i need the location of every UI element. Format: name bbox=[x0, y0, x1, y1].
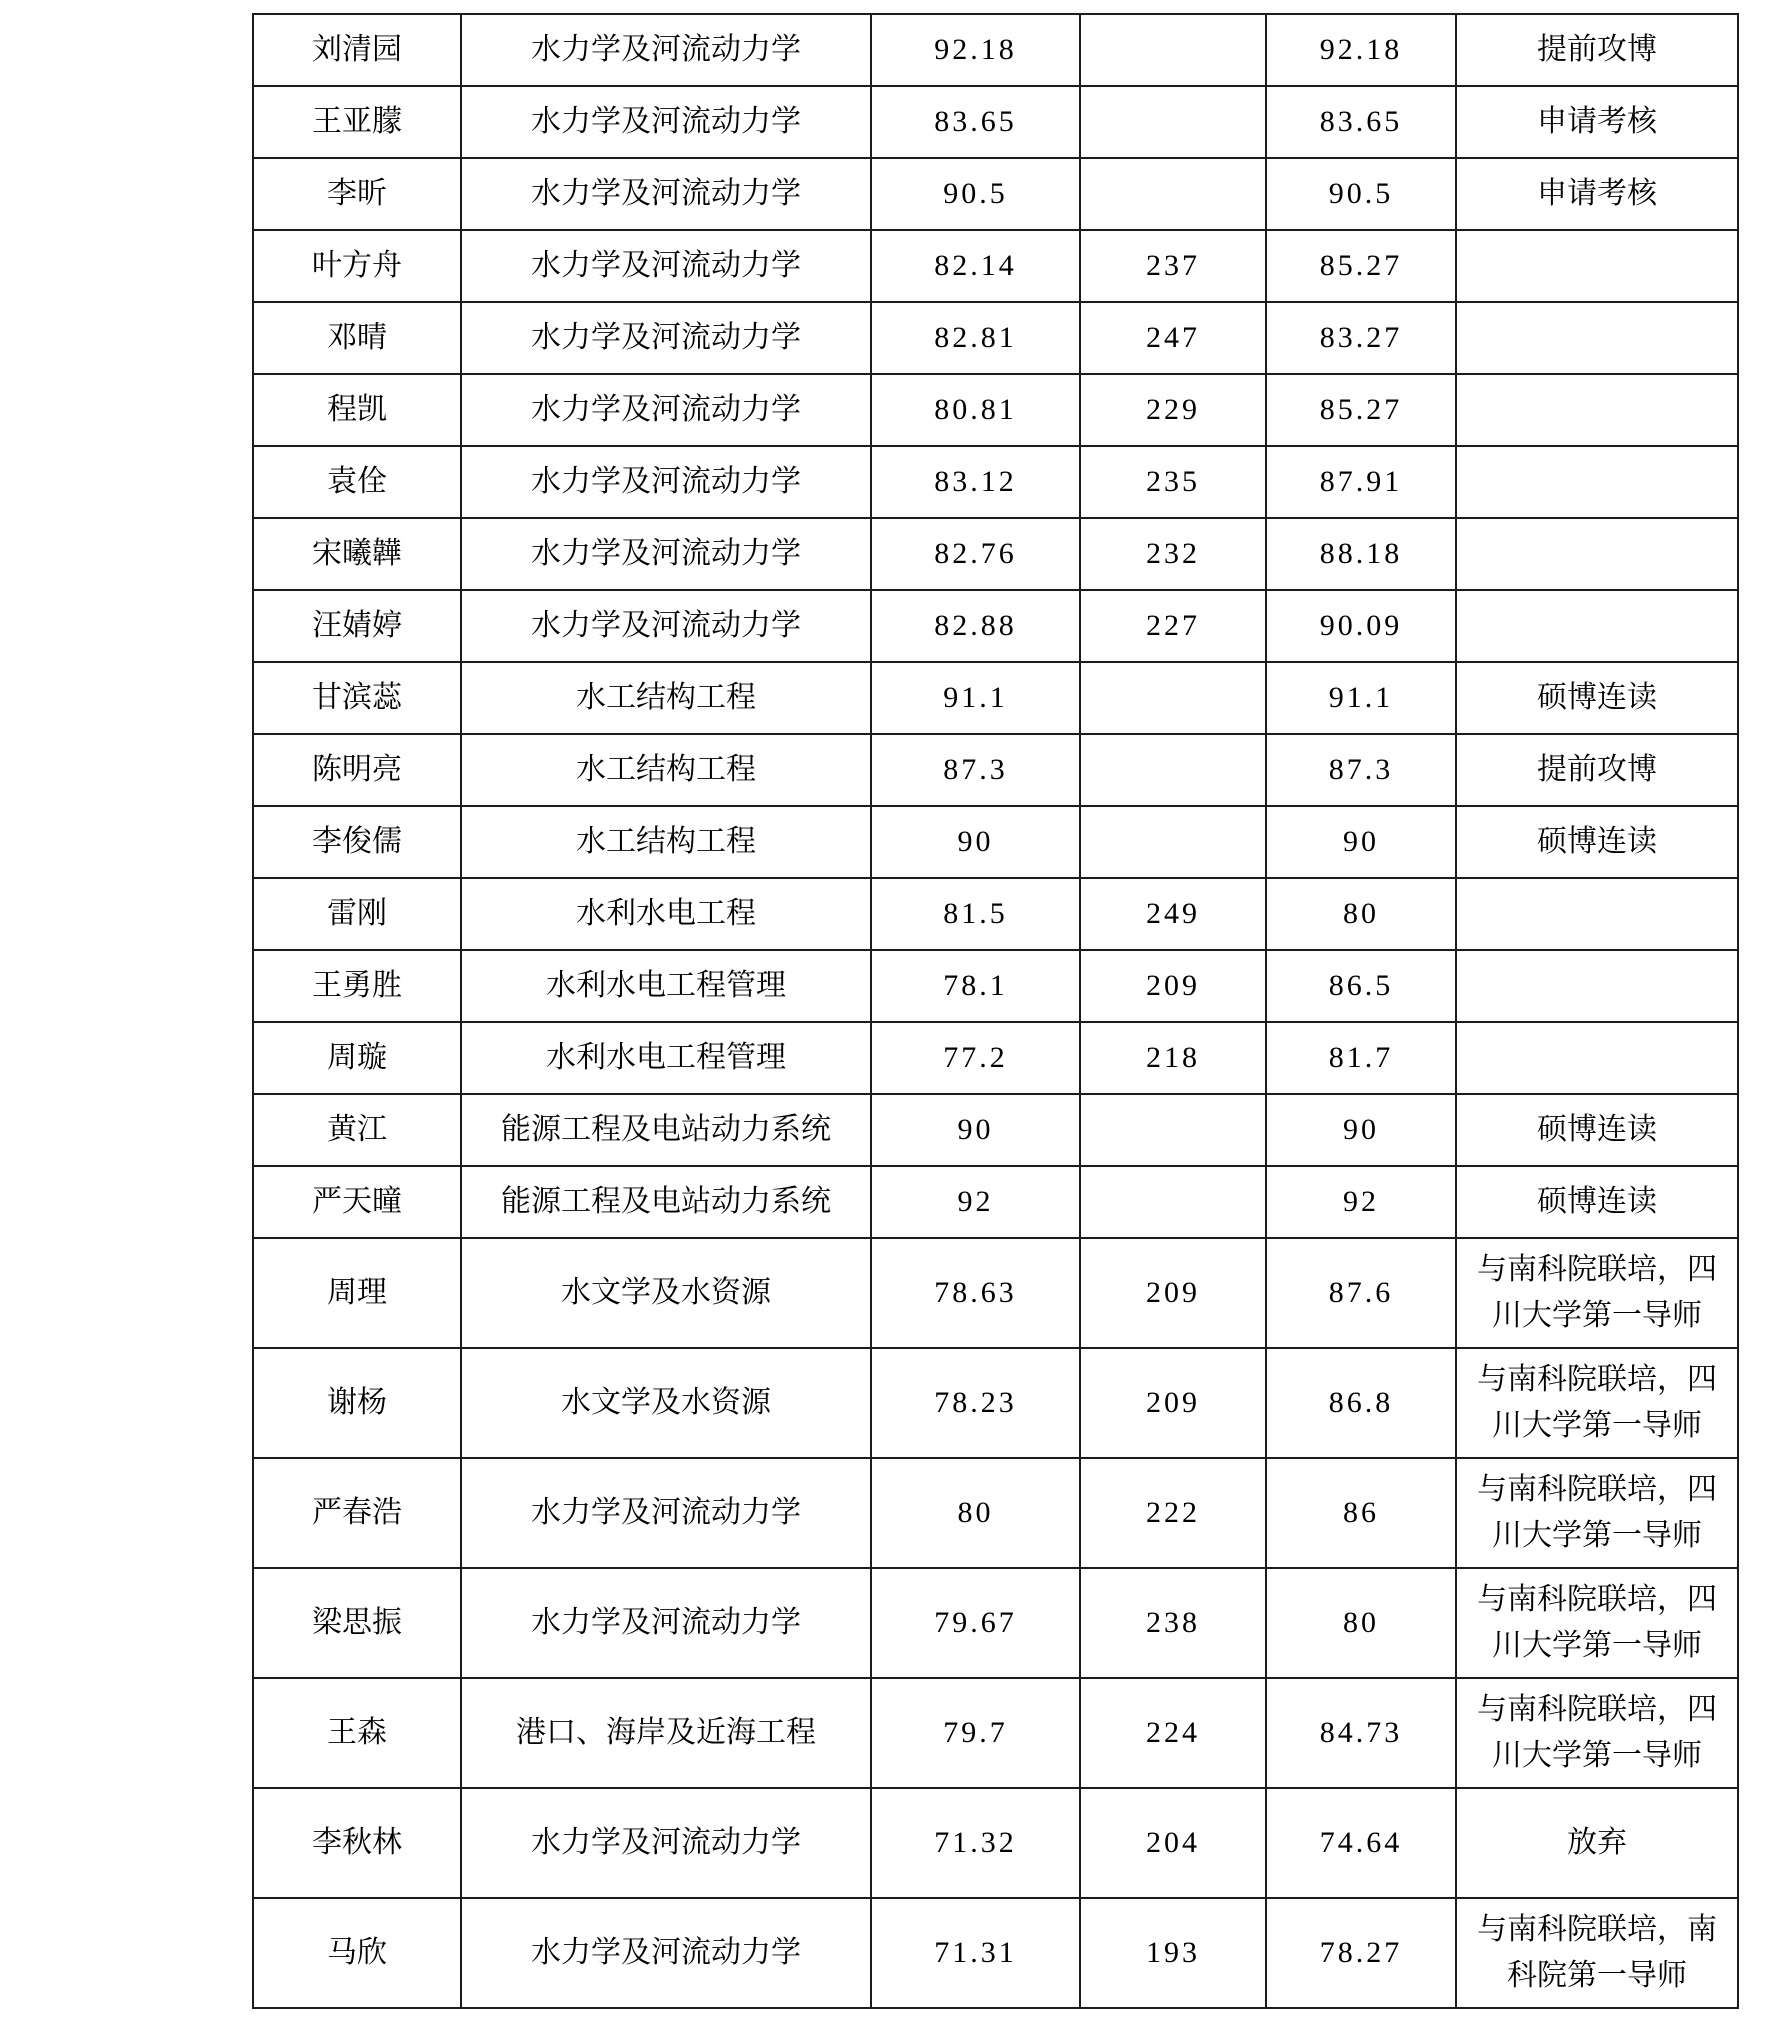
cell-score-2: 224 bbox=[1080, 1678, 1266, 1788]
table-row bbox=[253, 1458, 1738, 1568]
cell-remark bbox=[1456, 374, 1738, 446]
cell-remark: 与南科院联培，四川大学第一导师 bbox=[1456, 1678, 1738, 1788]
cell-name: 汪婧婷 bbox=[253, 590, 461, 662]
cell-name: 王亚朦 bbox=[253, 86, 461, 158]
cell-score-3: 80 bbox=[1266, 1568, 1456, 1678]
cell-score-2 bbox=[1080, 734, 1266, 806]
cell-major: 水工结构工程 bbox=[461, 806, 871, 878]
cell-remark: 与南科院联培，南科院第一导师 bbox=[1456, 1898, 1738, 2008]
table-row bbox=[253, 158, 1738, 230]
cell-name: 甘滨蕊 bbox=[253, 662, 461, 734]
table-row bbox=[253, 1094, 1738, 1166]
cell-score-1: 82.76 bbox=[871, 518, 1080, 590]
cell-score-3: 88.18 bbox=[1266, 518, 1456, 590]
cell-score-2 bbox=[1080, 14, 1266, 86]
cell-name: 周理 bbox=[253, 1238, 461, 1348]
cell-remark bbox=[1456, 302, 1738, 374]
cell-score-2: 204 bbox=[1080, 1788, 1266, 1898]
cell-remark bbox=[1456, 878, 1738, 950]
cell-score-2: 209 bbox=[1080, 1348, 1266, 1458]
cell-score-2: 218 bbox=[1080, 1022, 1266, 1094]
cell-score-3: 86.8 bbox=[1266, 1348, 1456, 1458]
cell-remark: 与南科院联培，四川大学第一导师 bbox=[1456, 1568, 1738, 1678]
cell-score-1: 78.63 bbox=[871, 1238, 1080, 1348]
table-row bbox=[253, 734, 1738, 806]
cell-score-3: 84.73 bbox=[1266, 1678, 1456, 1788]
cell-score-3: 90.5 bbox=[1266, 158, 1456, 230]
cell-remark: 与南科院联培，四川大学第一导师 bbox=[1456, 1348, 1738, 1458]
cell-score-3: 90.09 bbox=[1266, 590, 1456, 662]
cell-remark: 申请考核 bbox=[1456, 158, 1738, 230]
cell-major: 水利水电工程管理 bbox=[461, 1022, 871, 1094]
cell-major: 水力学及河流动力学 bbox=[461, 230, 871, 302]
table-body bbox=[253, 14, 1738, 2008]
cell-score-2: 232 bbox=[1080, 518, 1266, 590]
cell-major: 水力学及河流动力学 bbox=[461, 1458, 871, 1568]
cell-score-2 bbox=[1080, 1094, 1266, 1166]
cell-major: 水力学及河流动力学 bbox=[461, 14, 871, 86]
table-row bbox=[253, 1788, 1738, 1898]
cell-name: 黄江 bbox=[253, 1094, 461, 1166]
table-row bbox=[253, 446, 1738, 518]
cell-major: 水力学及河流动力学 bbox=[461, 158, 871, 230]
table-row bbox=[253, 518, 1738, 590]
cell-major: 水利水电工程管理 bbox=[461, 950, 871, 1022]
cell-name: 袁佺 bbox=[253, 446, 461, 518]
cell-score-2: 222 bbox=[1080, 1458, 1266, 1568]
cell-score-3: 83.65 bbox=[1266, 86, 1456, 158]
cell-name: 梁思振 bbox=[253, 1568, 461, 1678]
cell-score-1: 91.1 bbox=[871, 662, 1080, 734]
cell-score-3: 90 bbox=[1266, 1094, 1456, 1166]
table-row bbox=[253, 86, 1738, 158]
cell-score-2 bbox=[1080, 662, 1266, 734]
cell-major: 水力学及河流动力学 bbox=[461, 446, 871, 518]
cell-major: 水力学及河流动力学 bbox=[461, 518, 871, 590]
cell-score-2: 235 bbox=[1080, 446, 1266, 518]
cell-score-1: 79.7 bbox=[871, 1678, 1080, 1788]
cell-name: 王勇胜 bbox=[253, 950, 461, 1022]
cell-major: 水文学及水资源 bbox=[461, 1238, 871, 1348]
table-row bbox=[253, 950, 1738, 1022]
cell-remark: 与南科院联培，四川大学第一导师 bbox=[1456, 1458, 1738, 1568]
cell-name: 李俊儒 bbox=[253, 806, 461, 878]
cell-major: 水力学及河流动力学 bbox=[461, 302, 871, 374]
cell-score-1: 79.67 bbox=[871, 1568, 1080, 1678]
cell-score-1: 82.81 bbox=[871, 302, 1080, 374]
cell-remark: 硕博连读 bbox=[1456, 806, 1738, 878]
cell-score-1: 71.31 bbox=[871, 1898, 1080, 2008]
cell-name: 李秋林 bbox=[253, 1788, 461, 1898]
cell-score-3: 74.64 bbox=[1266, 1788, 1456, 1898]
cell-score-3: 81.7 bbox=[1266, 1022, 1456, 1094]
table-row bbox=[253, 1898, 1738, 2008]
cell-remark: 申请考核 bbox=[1456, 86, 1738, 158]
cell-score-1: 80.81 bbox=[871, 374, 1080, 446]
cell-major: 能源工程及电站动力系统 bbox=[461, 1166, 871, 1238]
cell-major: 水工结构工程 bbox=[461, 734, 871, 806]
table-row bbox=[253, 374, 1738, 446]
cell-remark: 硕博连读 bbox=[1456, 1166, 1738, 1238]
cell-name: 谢杨 bbox=[253, 1348, 461, 1458]
table-row bbox=[253, 1238, 1738, 1348]
cell-score-2: 209 bbox=[1080, 1238, 1266, 1348]
cell-score-3: 85.27 bbox=[1266, 230, 1456, 302]
cell-score-2 bbox=[1080, 806, 1266, 878]
cell-major: 港口、海岸及近海工程 bbox=[461, 1678, 871, 1788]
cell-score-1: 82.14 bbox=[871, 230, 1080, 302]
table-row bbox=[253, 590, 1738, 662]
cell-remark: 提前攻博 bbox=[1456, 14, 1738, 86]
table-row bbox=[253, 662, 1738, 734]
cell-remark: 提前攻博 bbox=[1456, 734, 1738, 806]
cell-score-1: 90 bbox=[871, 806, 1080, 878]
cell-name: 陈明亮 bbox=[253, 734, 461, 806]
cell-name: 刘清园 bbox=[253, 14, 461, 86]
cell-name: 邓晴 bbox=[253, 302, 461, 374]
cell-score-2 bbox=[1080, 86, 1266, 158]
cell-score-2: 237 bbox=[1080, 230, 1266, 302]
cell-major: 水利水电工程 bbox=[461, 878, 871, 950]
cell-score-1: 81.5 bbox=[871, 878, 1080, 950]
table-row bbox=[253, 1022, 1738, 1094]
table-row bbox=[253, 1166, 1738, 1238]
table-row bbox=[253, 1348, 1738, 1458]
cell-major: 水力学及河流动力学 bbox=[461, 590, 871, 662]
cell-score-1: 90.5 bbox=[871, 158, 1080, 230]
cell-score-2: 229 bbox=[1080, 374, 1266, 446]
cell-name: 李昕 bbox=[253, 158, 461, 230]
cell-score-3: 87.6 bbox=[1266, 1238, 1456, 1348]
cell-score-2: 209 bbox=[1080, 950, 1266, 1022]
cell-name: 周璇 bbox=[253, 1022, 461, 1094]
cell-score-3: 83.27 bbox=[1266, 302, 1456, 374]
cell-score-3: 80 bbox=[1266, 878, 1456, 950]
cell-score-1: 87.3 bbox=[871, 734, 1080, 806]
cell-score-2: 193 bbox=[1080, 1898, 1266, 2008]
cell-score-3: 86 bbox=[1266, 1458, 1456, 1568]
cell-name: 严天曈 bbox=[253, 1166, 461, 1238]
cell-score-2: 247 bbox=[1080, 302, 1266, 374]
cell-score-3: 86.5 bbox=[1266, 950, 1456, 1022]
cell-major: 水文学及水资源 bbox=[461, 1348, 871, 1458]
cell-remark bbox=[1456, 950, 1738, 1022]
cell-score-1: 90 bbox=[871, 1094, 1080, 1166]
cell-remark: 硕博连读 bbox=[1456, 662, 1738, 734]
cell-name: 程凯 bbox=[253, 374, 461, 446]
cell-major: 水力学及河流动力学 bbox=[461, 1788, 871, 1898]
cell-remark: 放弃 bbox=[1456, 1788, 1738, 1898]
cell-name: 马欣 bbox=[253, 1898, 461, 2008]
cell-remark bbox=[1456, 230, 1738, 302]
cell-score-3: 90 bbox=[1266, 806, 1456, 878]
cell-major: 水力学及河流动力学 bbox=[461, 1898, 871, 2008]
cell-score-2 bbox=[1080, 158, 1266, 230]
cell-remark bbox=[1456, 590, 1738, 662]
cell-score-3: 91.1 bbox=[1266, 662, 1456, 734]
cell-score-1: 78.23 bbox=[871, 1348, 1080, 1458]
cell-score-1: 82.88 bbox=[871, 590, 1080, 662]
cell-score-3: 85.27 bbox=[1266, 374, 1456, 446]
cell-name: 叶方舟 bbox=[253, 230, 461, 302]
cell-remark: 与南科院联培，四川大学第一导师 bbox=[1456, 1238, 1738, 1348]
table-row bbox=[253, 878, 1738, 950]
cell-score-1: 78.1 bbox=[871, 950, 1080, 1022]
cell-major: 能源工程及电站动力系统 bbox=[461, 1094, 871, 1166]
cell-name: 雷刚 bbox=[253, 878, 461, 950]
admissions-table bbox=[252, 13, 1739, 2009]
cell-score-1: 83.65 bbox=[871, 86, 1080, 158]
cell-major: 水工结构工程 bbox=[461, 662, 871, 734]
cell-score-3: 87.91 bbox=[1266, 446, 1456, 518]
cell-score-1: 92.18 bbox=[871, 14, 1080, 86]
cell-name: 宋曦韡 bbox=[253, 518, 461, 590]
cell-major: 水力学及河流动力学 bbox=[461, 1568, 871, 1678]
cell-score-1: 92 bbox=[871, 1166, 1080, 1238]
cell-score-2: 238 bbox=[1080, 1568, 1266, 1678]
cell-score-1: 83.12 bbox=[871, 446, 1080, 518]
cell-remark: 硕博连读 bbox=[1456, 1094, 1738, 1166]
table-row bbox=[253, 1678, 1738, 1788]
cell-score-3: 78.27 bbox=[1266, 1898, 1456, 2008]
table-row bbox=[253, 230, 1738, 302]
cell-major: 水力学及河流动力学 bbox=[461, 374, 871, 446]
table-row bbox=[253, 806, 1738, 878]
cell-score-3: 87.3 bbox=[1266, 734, 1456, 806]
cell-score-3: 92 bbox=[1266, 1166, 1456, 1238]
cell-name: 王森 bbox=[253, 1678, 461, 1788]
cell-score-2: 249 bbox=[1080, 878, 1266, 950]
cell-score-2: 227 bbox=[1080, 590, 1266, 662]
cell-score-1: 80 bbox=[871, 1458, 1080, 1568]
cell-score-2 bbox=[1080, 1166, 1266, 1238]
cell-remark bbox=[1456, 1022, 1738, 1094]
table-row bbox=[253, 1568, 1738, 1678]
cell-score-1: 77.2 bbox=[871, 1022, 1080, 1094]
table-row bbox=[253, 302, 1738, 374]
cell-name: 严春浩 bbox=[253, 1458, 461, 1568]
cell-major: 水力学及河流动力学 bbox=[461, 86, 871, 158]
cell-score-3: 92.18 bbox=[1266, 14, 1456, 86]
cell-remark bbox=[1456, 446, 1738, 518]
cell-score-1: 71.32 bbox=[871, 1788, 1080, 1898]
cell-remark bbox=[1456, 518, 1738, 590]
table-row bbox=[253, 14, 1738, 86]
